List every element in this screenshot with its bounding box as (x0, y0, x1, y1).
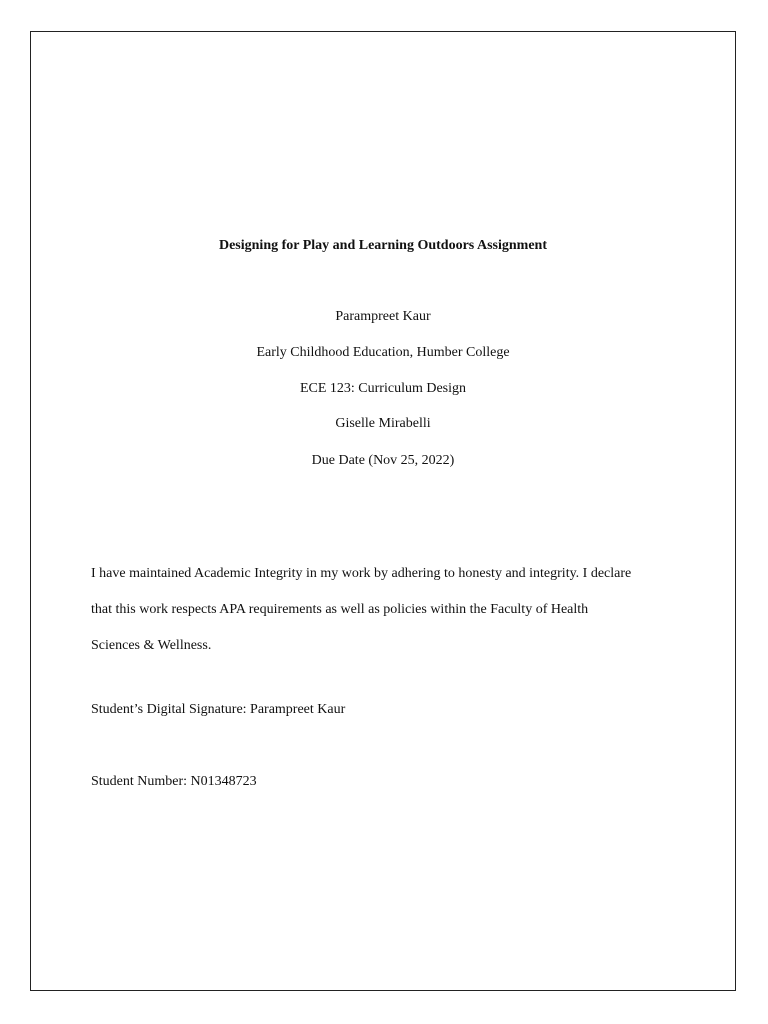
digital-signature-line: Student’s Digital Signature: Parampreet Kaur (91, 702, 346, 717)
student-number-line: Student Number: N01348723 (91, 774, 257, 789)
author-name: Parampreet Kaur (335, 309, 431, 324)
integrity-statement-line: I have maintained Academic Integrity in my work by adhering to honesty and integrity. I declare (91, 566, 632, 581)
integrity-statement-line: Sciences & Wellness. (91, 638, 212, 653)
document-title: Designing for Play and Learning Outdoors Assignment (218, 238, 547, 253)
instructor-name: Giselle Mirabelli (335, 416, 431, 431)
program-institution: Early Childhood Education, Humber College (256, 345, 510, 360)
integrity-statement-line: that this work respects APA requirements as well as policies within the Faculty of Health (91, 602, 589, 617)
due-date: Due Date (Nov 25, 2022) (311, 453, 455, 468)
document-page (30, 31, 736, 991)
course-name: ECE 123: Curriculum Design (299, 381, 467, 396)
integrity-statement (91, 556, 691, 664)
